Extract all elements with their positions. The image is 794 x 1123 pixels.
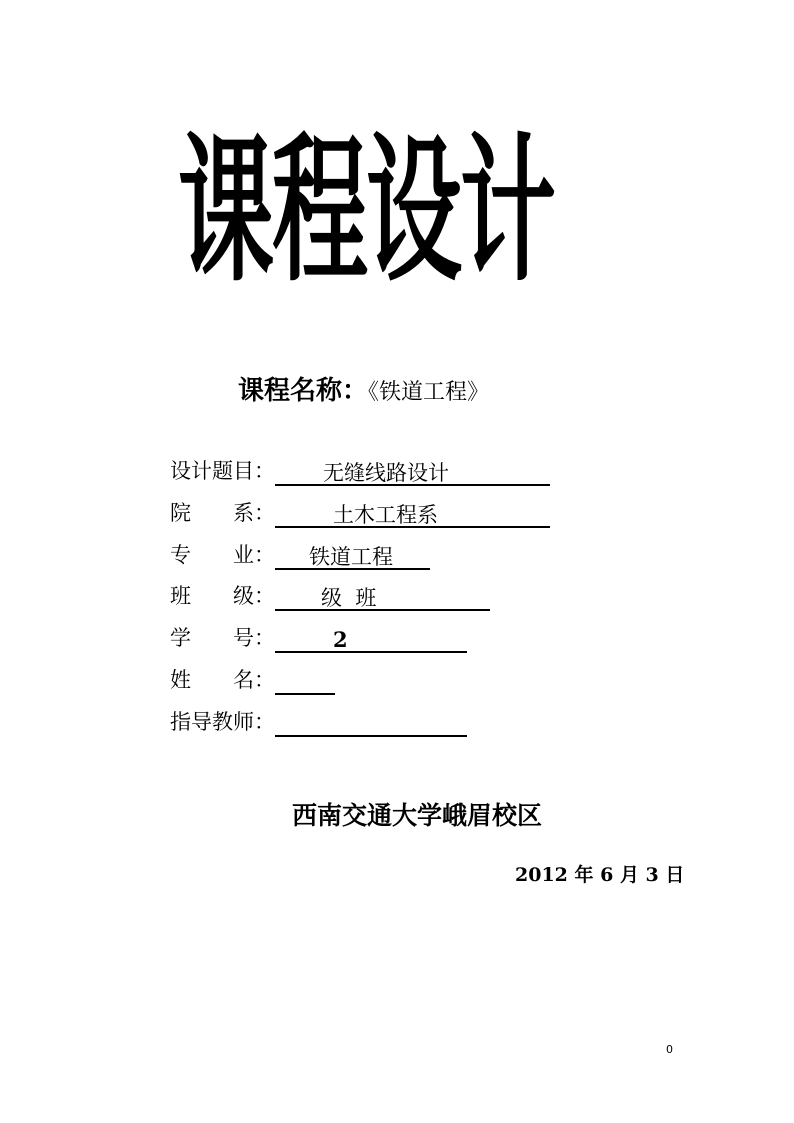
- info-row-teacher: [170, 707, 467, 737]
- course-name-value: 《铁道工程》: [368, 380, 490, 405]
- info-row-topic: [170, 456, 550, 486]
- info-row-student-id: [170, 623, 467, 653]
- course-name-line: [238, 370, 489, 407]
- topic-label: 设计题目：: [170, 459, 275, 483]
- student-id-label: 学 号：: [170, 626, 275, 650]
- course-name-label: 课程名称：: [238, 376, 369, 406]
- topic-value: 无缝线路设计: [275, 460, 550, 486]
- teacher-label: 指导教师：: [170, 710, 275, 734]
- class-value: 级 班: [275, 585, 490, 611]
- cover-title: 课程设计: [178, 118, 554, 304]
- name-label: 姓 名：: [170, 668, 275, 692]
- info-row-dept: [170, 498, 550, 528]
- major-value: 铁道工程: [275, 544, 430, 570]
- class-label: 班 级：: [170, 584, 275, 608]
- submission-date: 2012 年 6 月 3 日: [515, 864, 685, 886]
- student-id-value: 2: [275, 627, 467, 653]
- dept-value: 土木工程系: [275, 502, 550, 528]
- info-row-class: [170, 581, 490, 611]
- info-row-major: [170, 540, 430, 570]
- major-label: 专 业：: [170, 543, 275, 567]
- school-name: 西南交通大学峨眉校区: [292, 801, 543, 830]
- page-number: 0: [666, 1043, 673, 1056]
- name-value: [275, 667, 335, 695]
- dept-label: 院 系：: [170, 501, 275, 525]
- teacher-value: [275, 709, 467, 737]
- info-row-name: [170, 665, 335, 695]
